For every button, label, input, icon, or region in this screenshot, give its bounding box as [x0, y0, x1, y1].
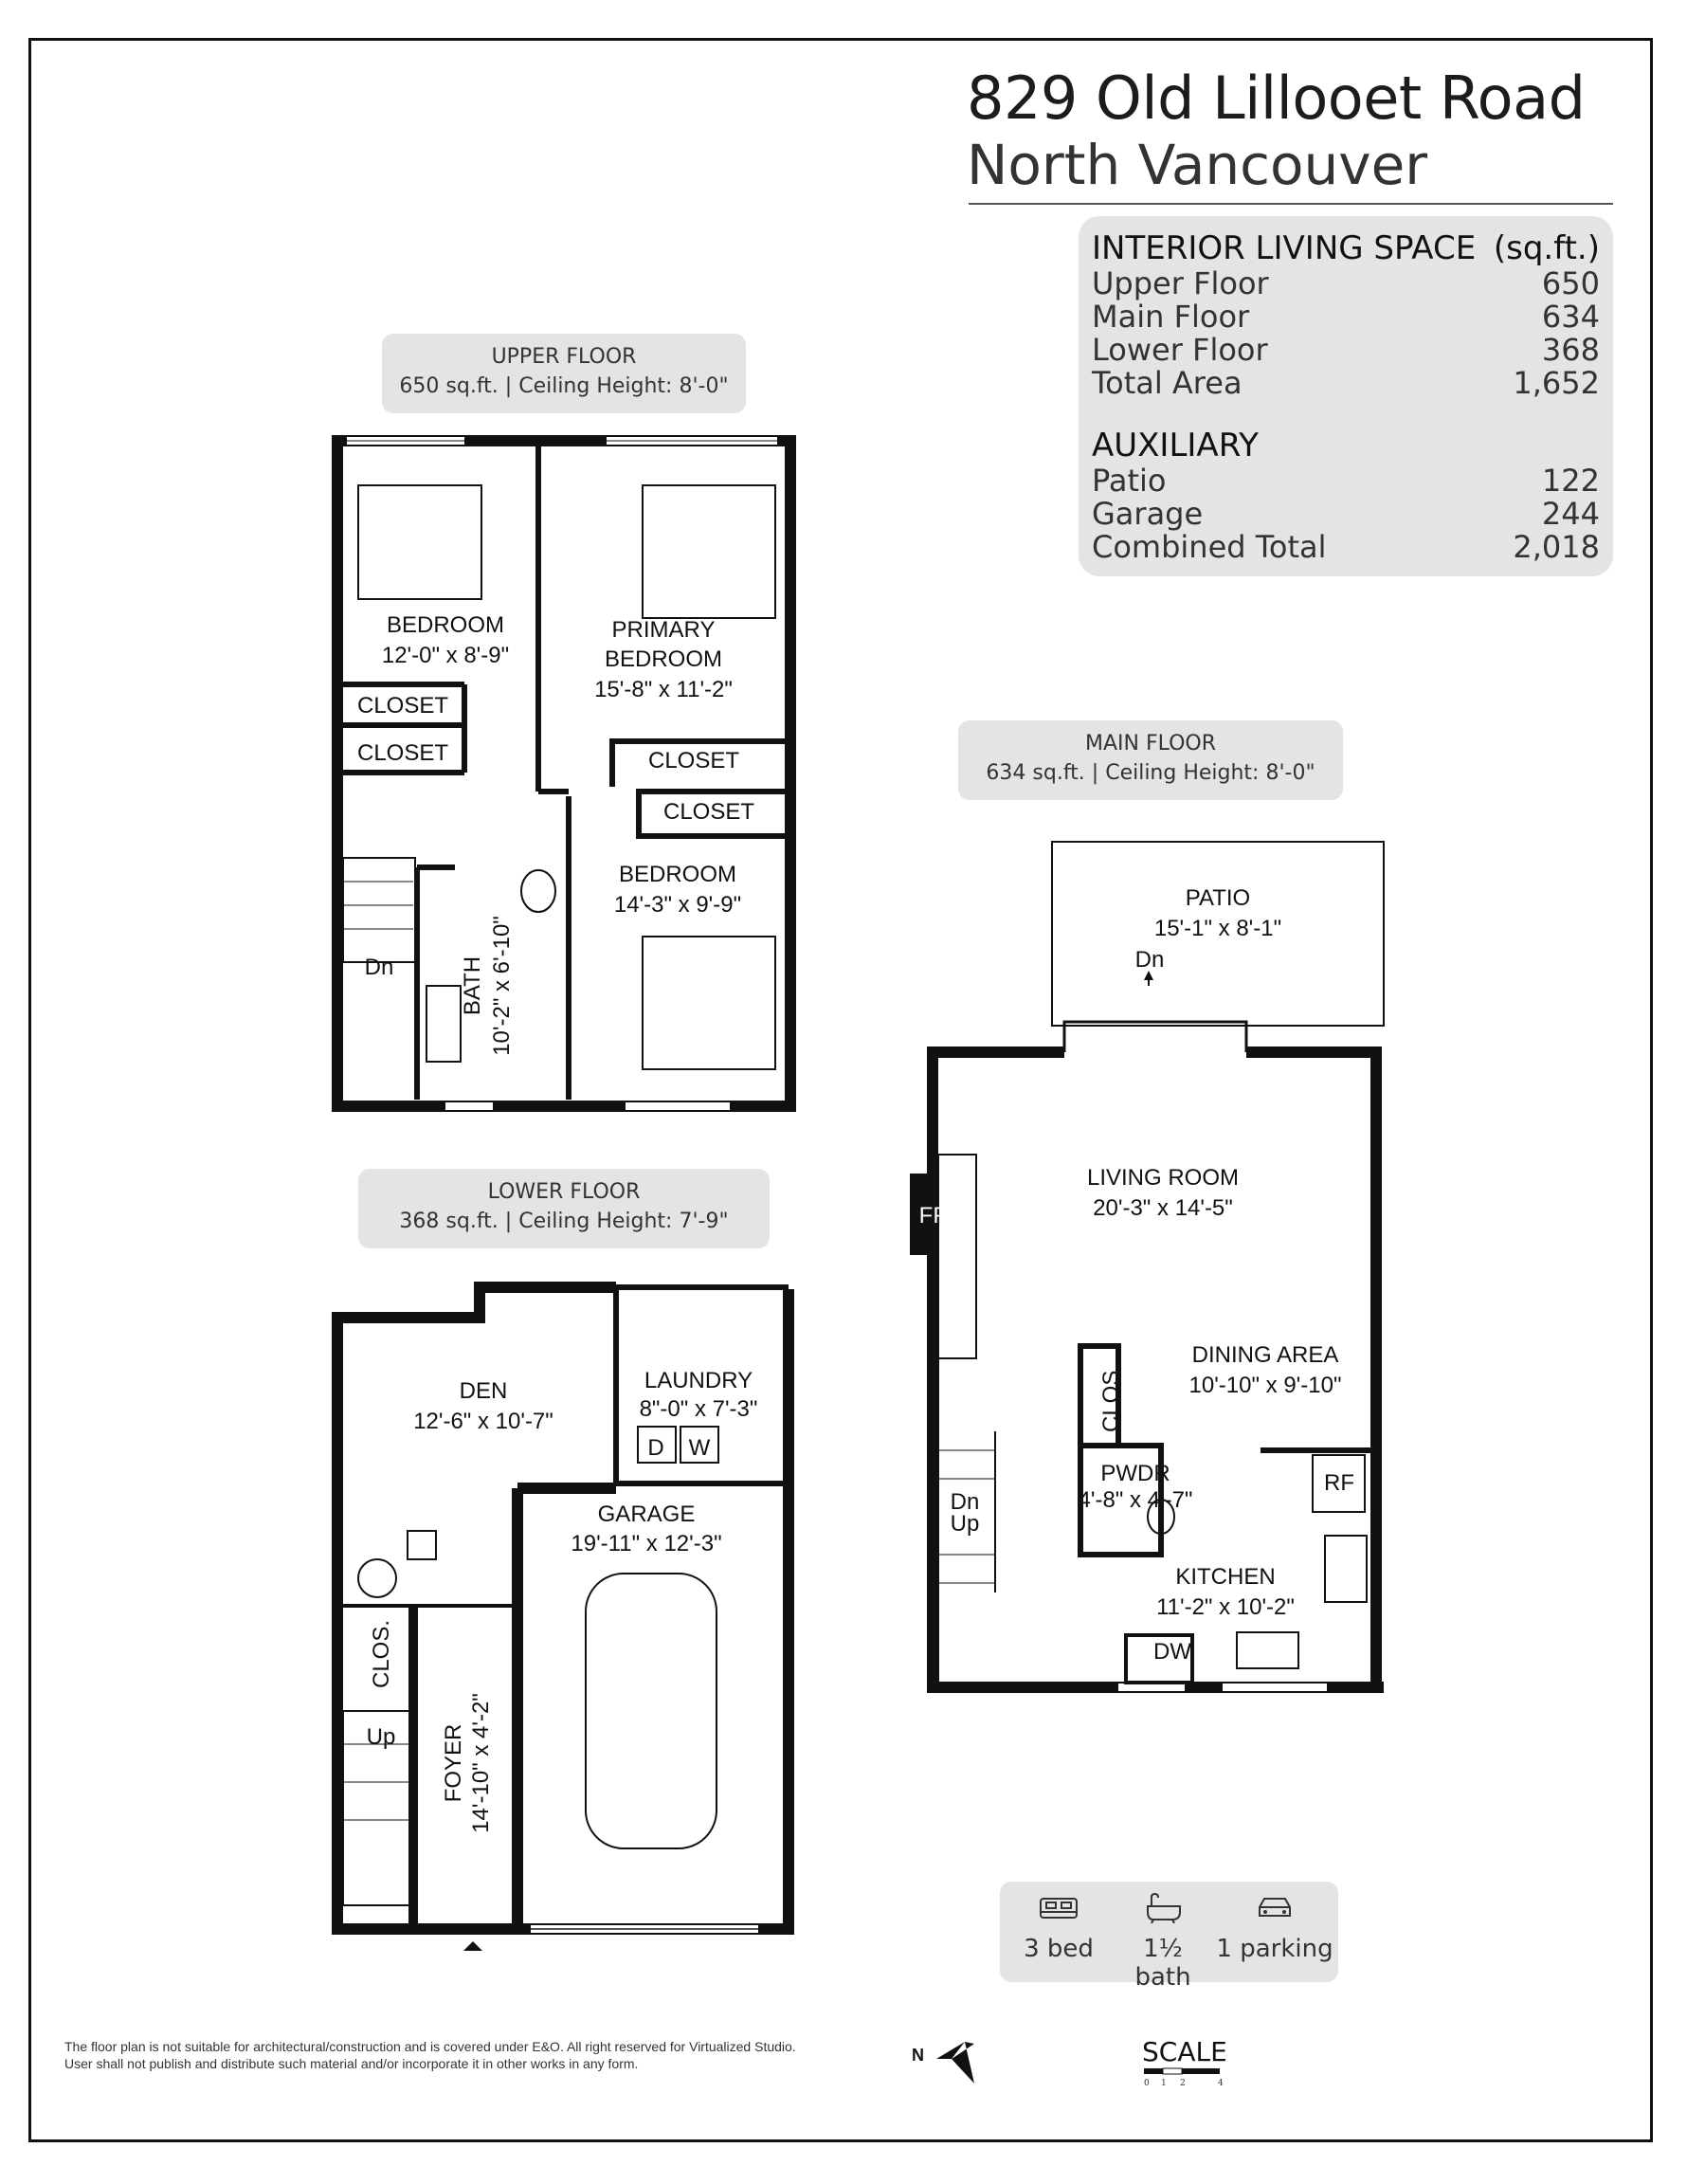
features-panel: [1000, 1882, 1338, 1992]
primary-bedroom-dims: 15'-8" x 11'-2": [594, 677, 733, 702]
address-street: 829 Old Lillooet Road: [967, 64, 1586, 133]
feature-beds: [1011, 1891, 1106, 1963]
area-value: 634: [1541, 299, 1600, 335]
dining-name: DINING AREA: [1191, 1342, 1339, 1368]
main-stair-dn: Dn: [950, 1489, 980, 1515]
scale-tick-4: 4: [1218, 2079, 1224, 2088]
patio-dn: Dn: [1134, 947, 1165, 973]
area-label: Patio: [1092, 463, 1167, 499]
floor-info: 368 sq.ft. | Ceiling Height: 7'-9": [399, 1210, 729, 1233]
laundry-name: LAUNDRY: [644, 1368, 753, 1393]
closet-c-label: CLOSET: [647, 748, 740, 774]
upper-stair-dn: Dn: [364, 955, 394, 980]
foyer-dims: 14'-10" x 4'-2": [468, 1693, 494, 1833]
garage-dims: 19'-11" x 12'-3": [571, 1531, 722, 1556]
feature-baths: [1112, 1891, 1214, 1992]
closet-d-label: CLOSET: [662, 799, 755, 825]
garage-name: GARAGE: [597, 1502, 696, 1527]
floor-info: 650 sq.ft. | Ceiling Height: 8'-0": [399, 374, 729, 398]
scale-tick-0: 0: [1144, 2079, 1150, 2088]
scale-tick-1: 1: [1161, 2079, 1167, 2088]
room-labels: [357, 612, 1354, 1833]
scale-bar: [1142, 2066, 1227, 2089]
area-value: 2,018: [1513, 529, 1600, 565]
area-label: Total Area: [1092, 365, 1243, 401]
area-label: Garage: [1092, 496, 1204, 532]
interior-heading: INTERIOR LIVING SPACE: [1092, 229, 1477, 267]
kitchen-name: KITCHEN: [1175, 1564, 1276, 1590]
upper-floor-plan: [337, 441, 790, 1106]
bathtub-icon: [1142, 1891, 1184, 1923]
area-value: 244: [1541, 496, 1600, 532]
primary-bedroom-name1: PRIMARY: [611, 617, 716, 643]
area-label: Lower Floor: [1092, 332, 1268, 368]
closet-a-label: CLOSET: [356, 693, 449, 719]
area-label: Main Floor: [1092, 299, 1250, 335]
area-label: Upper Floor: [1092, 265, 1269, 301]
feature-label: 1½ bath: [1134, 1935, 1191, 1992]
fireplace-label: FP: [918, 1203, 949, 1228]
main-stair-up: Up: [950, 1511, 980, 1537]
feature-parking: [1216, 1891, 1333, 1963]
address-city: North Vancouver: [967, 133, 1428, 197]
floor-info: 634 sq.ft. | Ceiling Height: 8'-0": [986, 761, 1315, 785]
bedroom-upper-name: BEDROOM: [386, 612, 505, 638]
scale-title: SCALE: [1142, 2036, 1227, 2067]
pwdr-dims: 4'-8" x 4'-7": [1078, 1487, 1193, 1513]
area-value: 1,652: [1513, 365, 1600, 401]
primary-bedroom-name2: BEDROOM: [604, 646, 723, 672]
lower-stair-up: Up: [366, 1724, 396, 1750]
main-closet-label: CLOS.: [1098, 1363, 1124, 1433]
lower-closet-label: CLOS.: [369, 1619, 394, 1689]
kitchen-dims: 11'-2" x 10'-2": [1156, 1594, 1295, 1620]
floor-name: UPPER FLOOR: [491, 345, 637, 369]
area-value: 368: [1541, 332, 1600, 368]
patio-dims: 15'-1" x 8'-1": [1153, 916, 1282, 941]
pwdr-name: PWDR: [1100, 1461, 1170, 1486]
bath-dims: 10'-2" x 6'-10": [489, 916, 515, 1056]
bed-icon: [1038, 1891, 1079, 1923]
bedroom2-dims: 14'-3" x 9'-9": [613, 892, 742, 918]
washer-label: W: [688, 1435, 711, 1461]
scale-tick-2: 2: [1180, 2079, 1186, 2088]
car-icon: [1254, 1891, 1296, 1923]
area-value: 650: [1541, 265, 1600, 301]
feature-label: 3 bed: [1024, 1935, 1094, 1963]
bath-name: BATH: [460, 956, 485, 1016]
auxiliary-heading: AUXILIARY: [1092, 427, 1259, 464]
feature-label: 1 parking: [1216, 1935, 1333, 1963]
dw-label: DW: [1153, 1639, 1191, 1665]
compass: [908, 2038, 984, 2100]
area-value: 122: [1541, 463, 1600, 499]
bedroom-upper-dims: 12'-0" x 8'-9": [381, 643, 510, 668]
living-dims: 20'-3" x 14'-5": [1093, 1195, 1233, 1221]
unit-label: (sq.ft.): [1493, 229, 1600, 267]
den-name: DEN: [459, 1378, 508, 1404]
floor-name: LOWER FLOOR: [487, 1180, 641, 1204]
compass-label: N: [912, 2046, 924, 2065]
foyer-name: FOYER: [441, 1723, 466, 1803]
area-label: Combined Total: [1092, 529, 1327, 565]
closet-b-label: CLOSET: [356, 740, 449, 766]
north-arrow-icon: [908, 2038, 984, 2095]
dining-dims: 10'-10" x 9'-10": [1188, 1373, 1342, 1398]
laundry-dims: 8"-0" x 7'-3": [639, 1396, 758, 1422]
living-name: LIVING ROOM: [1086, 1165, 1240, 1191]
den-dims: 12'-6" x 10'-7": [413, 1409, 553, 1434]
rf-label: RF: [1324, 1470, 1354, 1496]
bedroom2-name: BEDROOM: [618, 862, 737, 887]
dryer-label: D: [647, 1435, 664, 1461]
floor-name: MAIN FLOOR: [1084, 732, 1216, 755]
disclaimer-text: The floor plan is not suitable for architectural/construction and is covered under E&O. All right reserved for Virtualized Studio. User shall not publish and distribute such material and/or incorporate it in other works in any form.: [64, 2039, 796, 2071]
patio-name: PATIO: [1185, 885, 1251, 911]
